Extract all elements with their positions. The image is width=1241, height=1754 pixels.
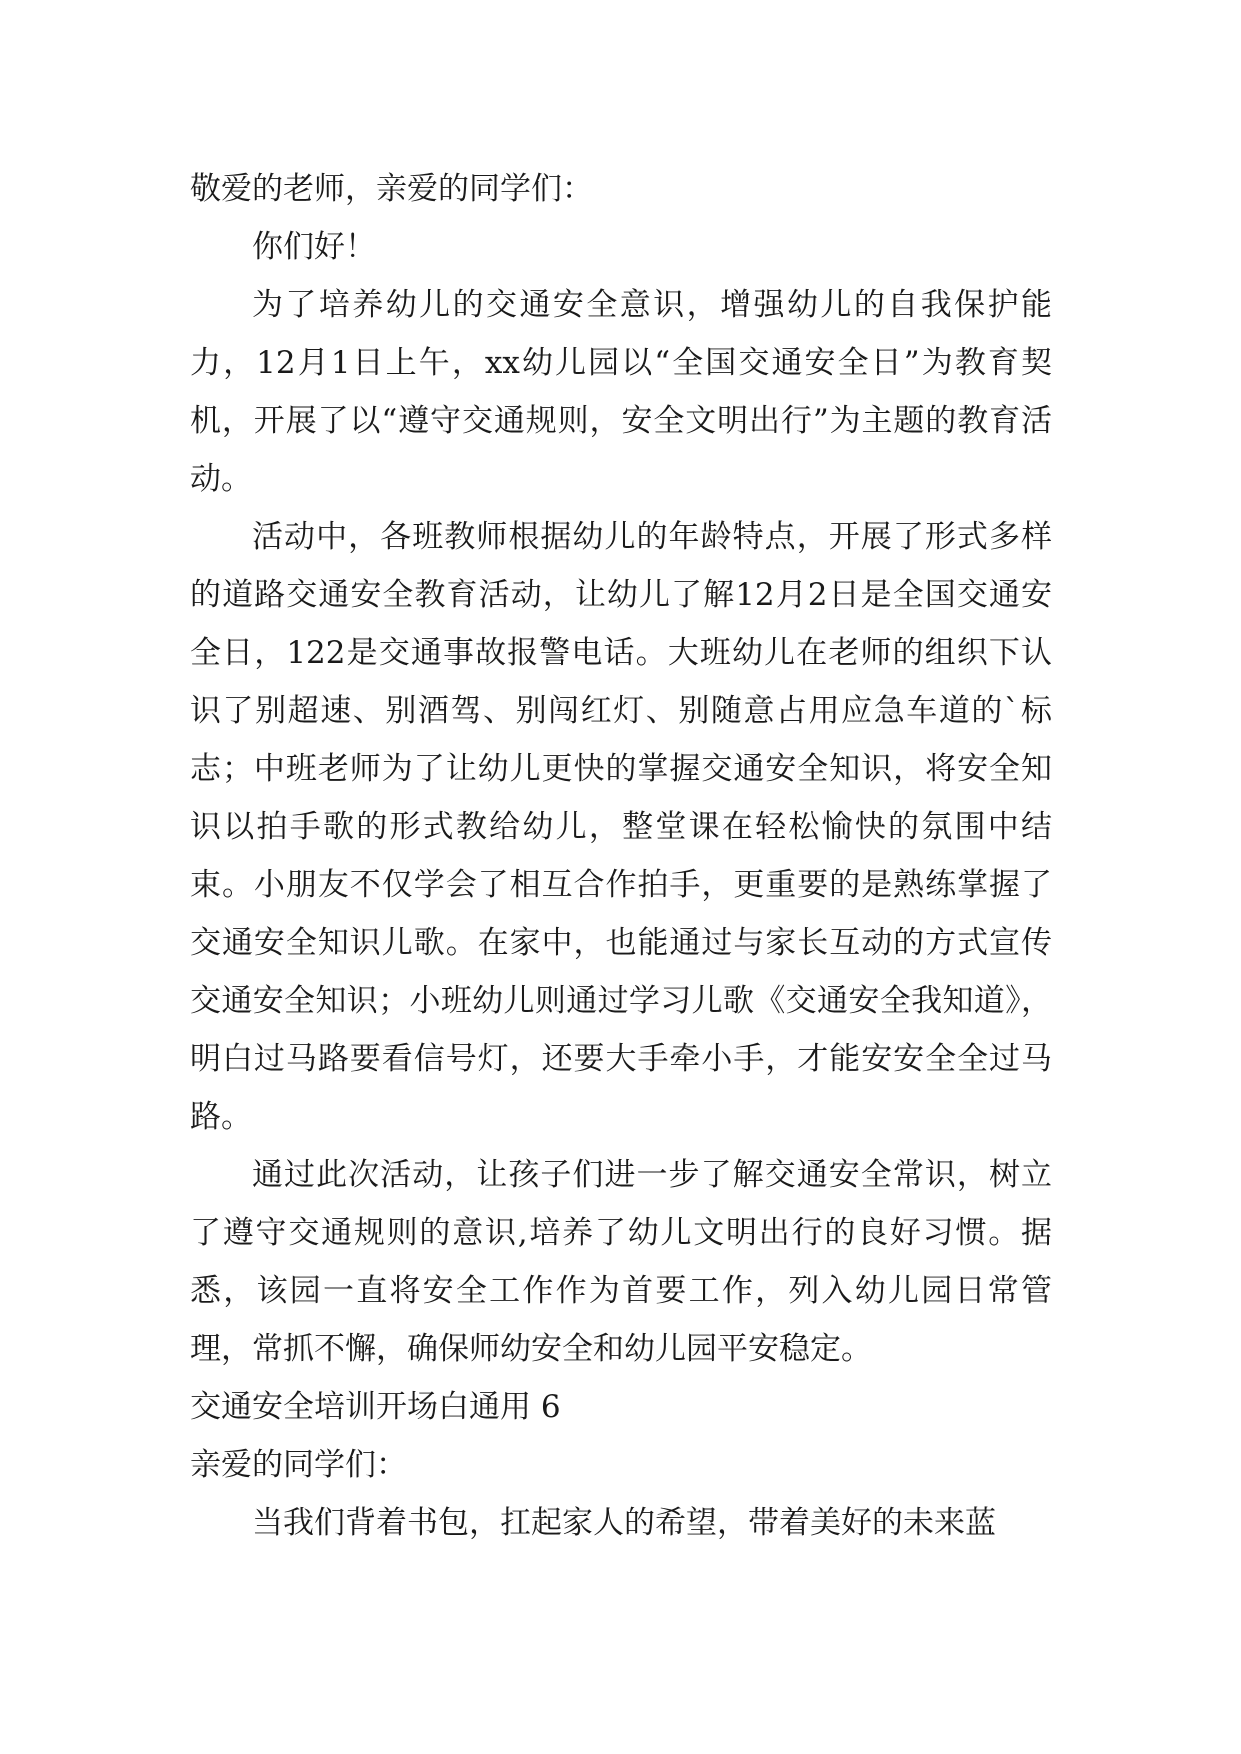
document-body bbox=[190, 160, 1052, 1552]
section-paragraph: 当我们背着书包，扛起家人的希望，带着美好的未来蓝 bbox=[252, 1505, 996, 1541]
section-title: 交通安全培训开场白通用 6 bbox=[190, 1389, 561, 1425]
greeting: 你们好！ bbox=[252, 229, 376, 265]
paragraph-1: 为了培养幼儿的交通安全意识，增强幼儿的自我保护能力，12月1日上午，xx幼儿园以“全国交通安全日”为教育契机，开展了以“遵守交通规则，安全文明出行”为主题的教育活动。 bbox=[190, 287, 1052, 497]
paragraph-2: 活动中，各班教师根据幼儿的年龄特点，开展了形式多样的道路交通安全教育活动，让幼儿了解12月2日是全国交通安全日，122是交通事故报警电话。大班幼儿在老师的组织下认识了别超速、别酒驾、别闯红灯、别随意占用应急车道的`标志；中班老师为了让幼儿更快的掌握交通安全知识，将安全知识以拍手歌的形式教给幼儿，整堂课在轻松愉快的氛围中结束。小朋友不仅学会了相互合作拍手，更重要的是熟练掌握了交通安全知识儿歌。在家中，也能通过与家长互动的方式宣传交通安全知识；小班幼儿则通过学习儿歌《交通安全我知道》，明白过马路要看信号灯，还要大手牵小手，才能安安全全过马路。 bbox=[190, 519, 1052, 1135]
salutation: 敬爱的老师，亲爱的同学们： bbox=[190, 171, 593, 207]
paragraph-3: 通过此次活动，让孩子们进一步了解交通安全常识，树立了遵守交通规则的意识,培养了幼儿文明出行的良好习惯。据悉，该园一直将安全工作作为首要工作，列入幼儿园日常管理，常抓不懈，确保师幼安全和幼儿园平安稳定。 bbox=[190, 1157, 1052, 1367]
section-salutation: 亲爱的同学们： bbox=[190, 1447, 407, 1483]
